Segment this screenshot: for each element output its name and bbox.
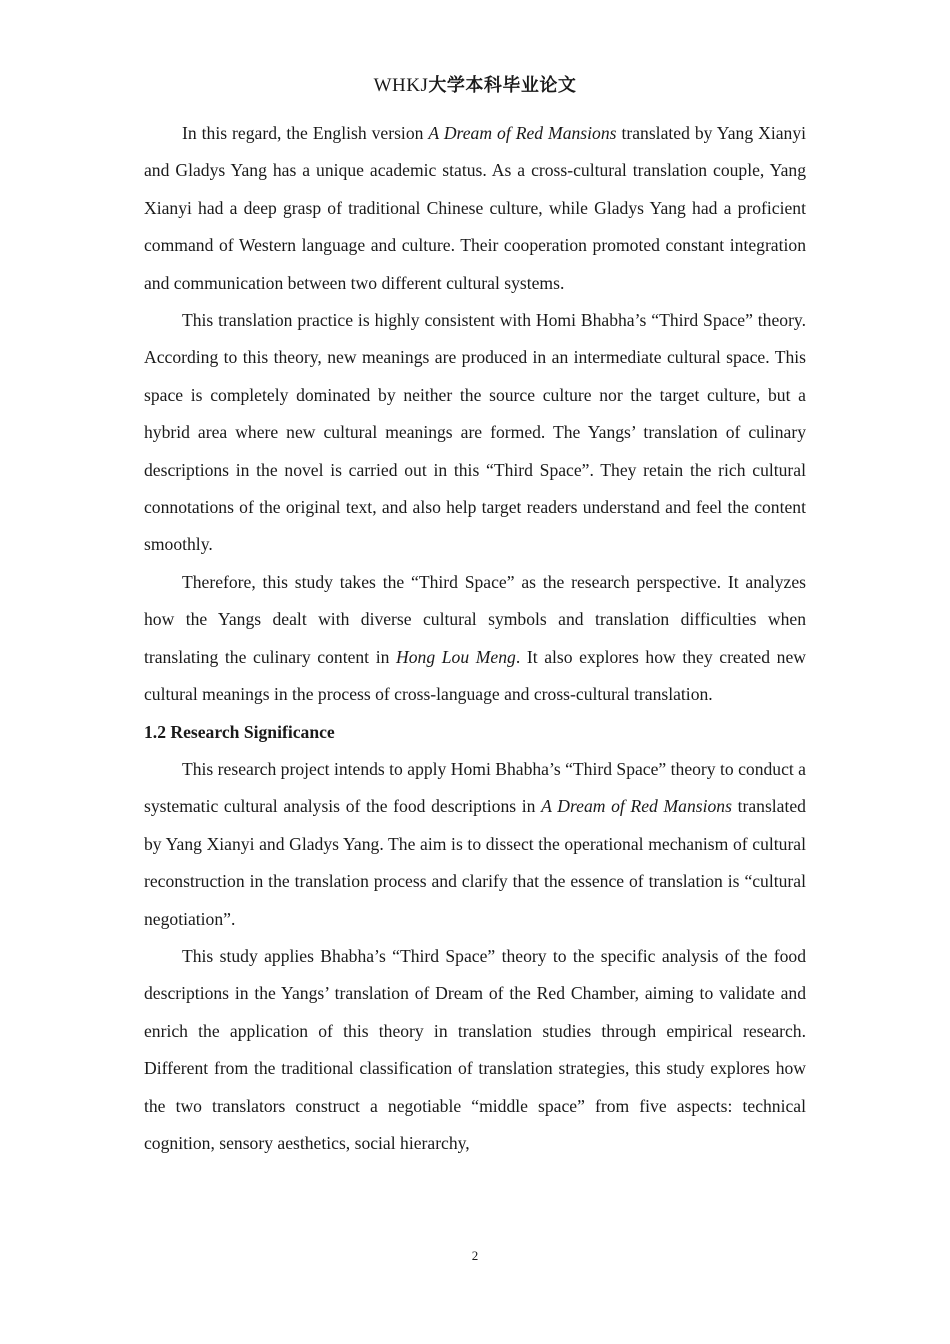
paragraph-1-text-a: In this regard, the English version [182, 123, 429, 143]
paragraph-5-text: This study applies Bhabha’s “Third Space” theory to the specific analysis of the food descriptions in the Yangs’ translation of Dream of the Red Chamber, aiming to validate and enrich the application of this theory in translation studies through empirical research. Different from the traditional classification of translation strategies, this study explores how the two translators construct a negotiable “middle space” from five aspects: technical cognition, sensory aesthetics, social hierarchy, [144, 945, 806, 1153]
header-prefix: WHKJ [373, 75, 429, 96]
paragraph-5 [144, 938, 806, 1162]
section-heading: 1.2 Research Significance [144, 721, 335, 742]
paragraph-2-text: This translation practice is highly consistent with Homi Bhabha’s “Third Space” theory. According to this theory, new meanings are produced in an intermediate cultural space. This space is completely dominated by neither the source culture nor the target culture, but a hybrid area where new cultural meanings are formed. The Yangs’ translation of culinary descriptions in the novel is carried out in this “Third Space”. They retain the rich cultural connotations of the original text, and also help target readers understand and feel the content smoothly. [144, 310, 806, 555]
paragraph-2 [144, 302, 806, 564]
book-title-italic: A Dream of Red Mansions [541, 796, 732, 817]
paragraph-3-text-c: . It also explores how they created new cultural meanings in the process of cross-language and cross-cultural translation. [144, 646, 806, 705]
book-title-italic: A Dream of Red Mansions [428, 123, 617, 143]
paragraph-1 [144, 115, 806, 302]
document-body [144, 115, 806, 1162]
paragraph-4 [144, 751, 806, 938]
paragraph-3-text-a: Therefore, this study takes the “Third Space” as the research perspective. It analyzes how the Yangs dealt with diverse cultural symbols and translation difficulties when translating the culinary content in [144, 571, 806, 667]
paragraph-3 [144, 564, 806, 714]
header-title: 大学本科毕业论文 [428, 75, 577, 96]
book-title-italic: Hong Lou Meng [396, 646, 516, 667]
page-number: 2 [471, 1248, 479, 1263]
page-header [0, 74, 950, 98]
paragraph-4-text-c: translated by Yang Xianyi and Gladys Yang. The aim is to dissect the operational mechanism of cultural reconstruction in the translation process and clarify that the essence of translation is “cultural negotiation”. [144, 796, 806, 929]
paragraph-4-text-a: This research project intends to apply Homi Bhabha’s “Third Space” theory to conduct a systematic cultural analysis of the food descriptions in [144, 758, 806, 817]
paragraph-1-text-c: translated by Yang Xianyi and Gladys Yang has a unique academic status. As a cross-cultural translation couple, Yang Xianyi had a deep grasp of traditional Chinese culture, while Gladys Yang had a proficient command of Western language and culture. Their cooperation promoted constant integration and communication between two different cultural systems. [144, 123, 807, 293]
